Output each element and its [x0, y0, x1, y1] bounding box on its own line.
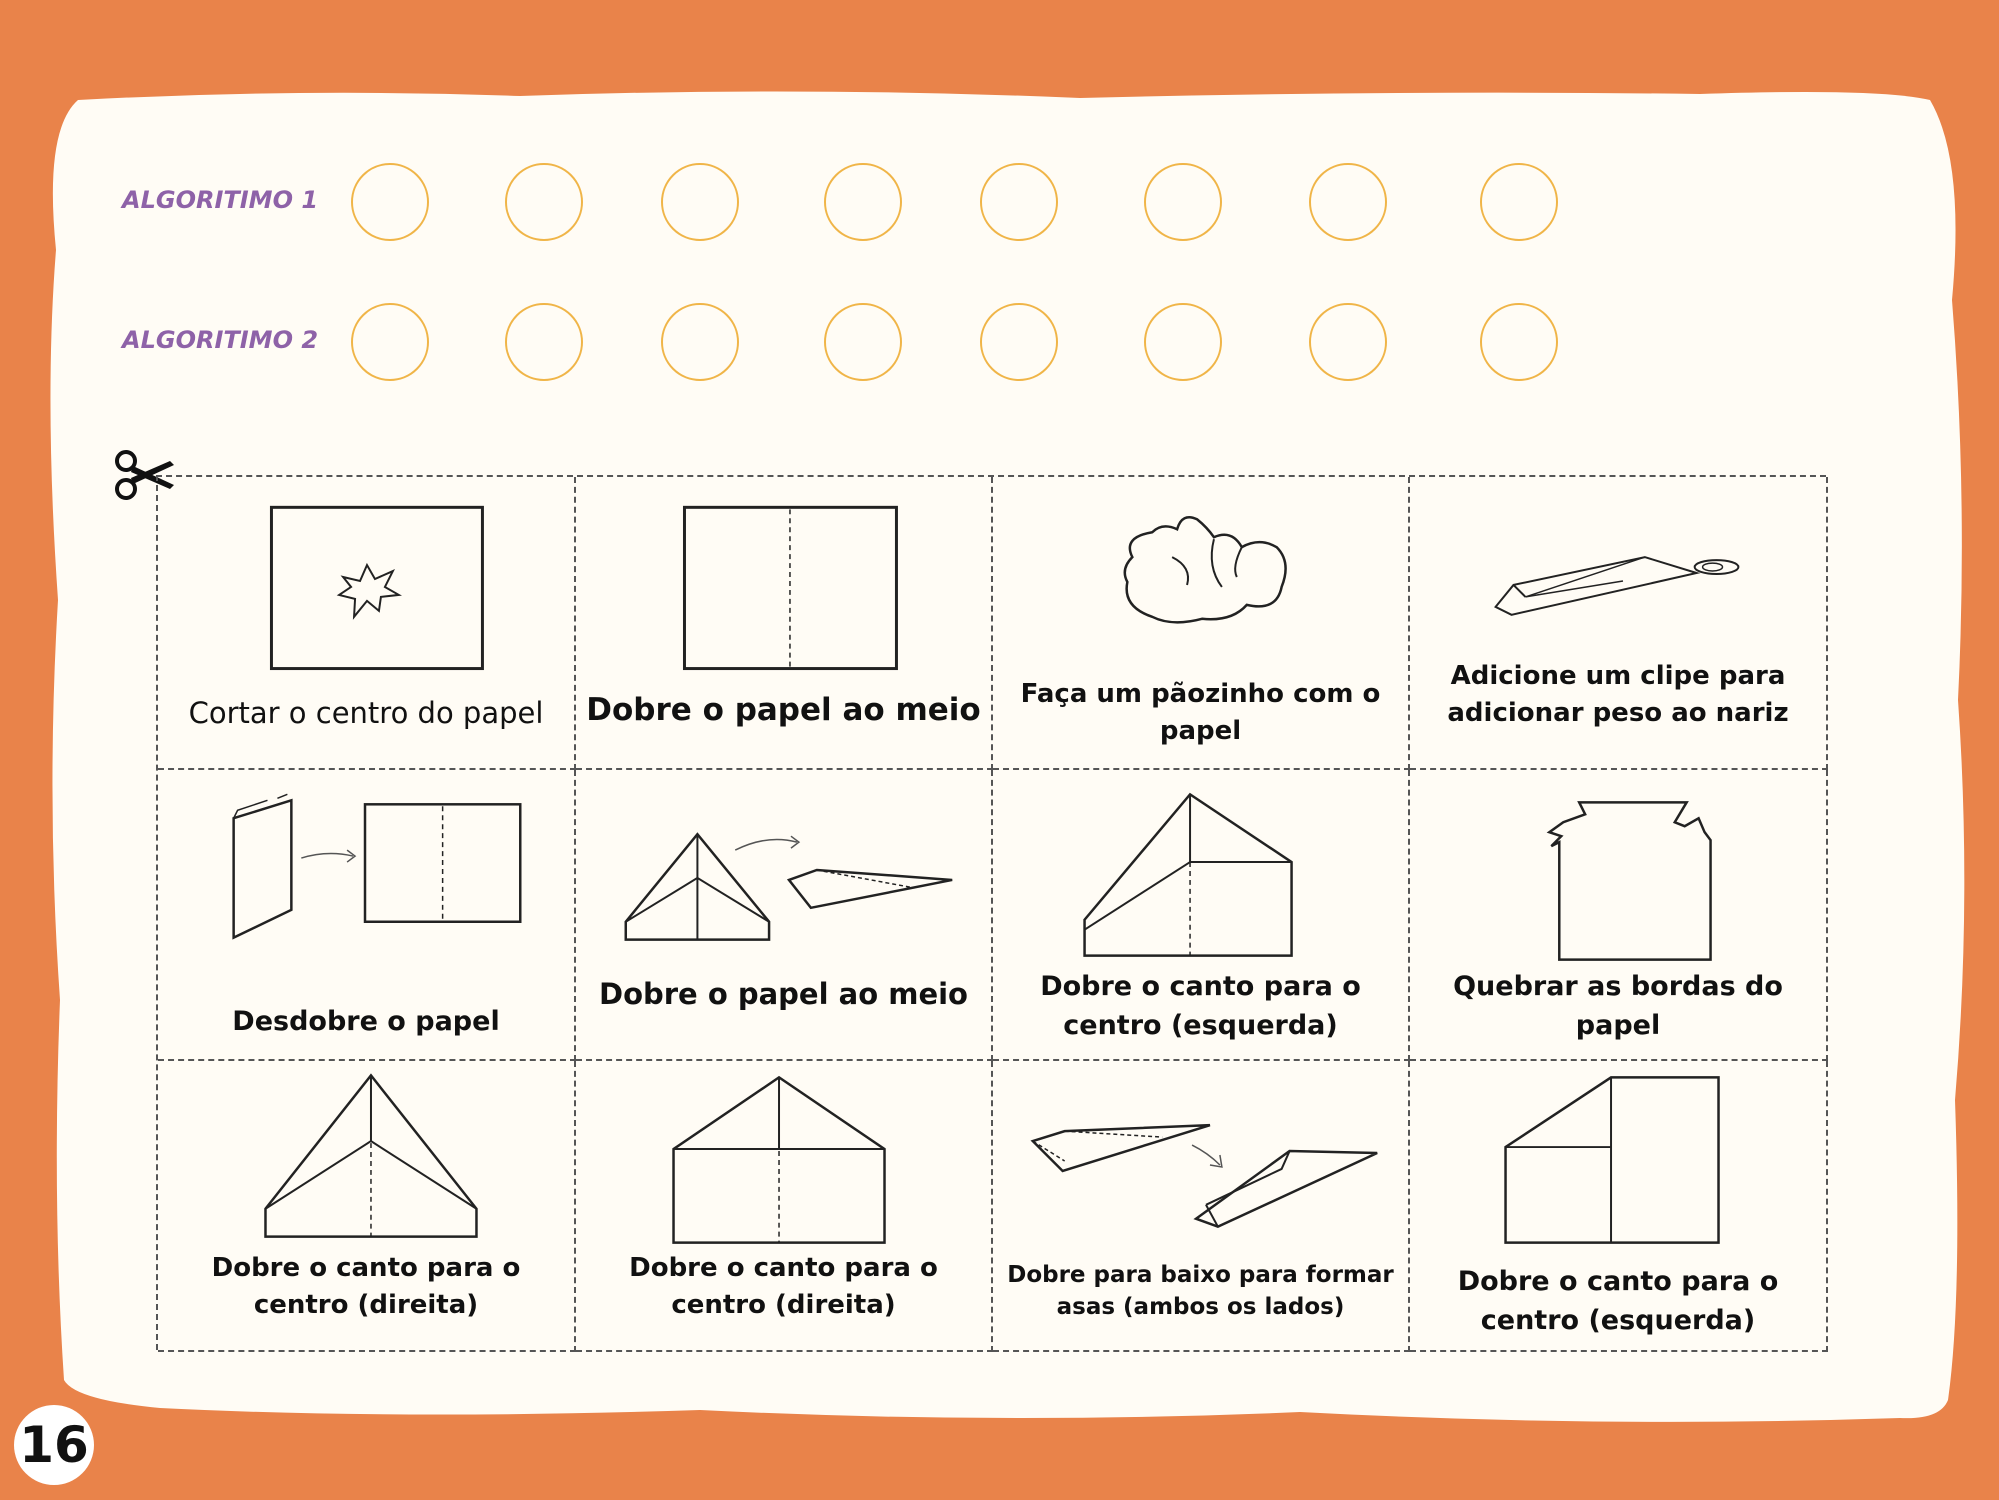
- algorithm-2-slot-2[interactable]: [505, 303, 583, 381]
- algorithm-1-slot-5[interactable]: [980, 163, 1058, 241]
- fold-wings-icon: [993, 1061, 1408, 1261]
- card-add-clip[interactable]: [1410, 477, 1828, 770]
- paper-folded-half-icon: [576, 477, 991, 677]
- card-fold-left-corner[interactable]: [993, 770, 1410, 1061]
- algorithm-2-slot-3[interactable]: [661, 303, 739, 381]
- card-caption: Adicione um clipe para adicionar peso ao nariz: [1447, 661, 1789, 729]
- algorithm-2-slot-6[interactable]: [1144, 303, 1222, 381]
- torn-edges-paper-icon: [1410, 770, 1826, 970]
- algorithm-1-slot-1[interactable]: [351, 163, 429, 241]
- card-crumple[interactable]: [993, 477, 1410, 770]
- card-fold-wings[interactable]: [993, 1061, 1410, 1352]
- card-caption: Dobre o papel ao meio: [586, 691, 981, 728]
- crumpled-paper-ball-icon: [993, 477, 1408, 677]
- unfold-paper-icon: [158, 770, 574, 970]
- card-fold-half[interactable]: [576, 477, 993, 770]
- card-caption: Dobre para baixo para formar asas (ambos os lados): [1007, 1261, 1394, 1321]
- card-caption: Faça um pãozinho com o papel: [1020, 679, 1381, 747]
- algorithm-2-slot-1[interactable]: [351, 303, 429, 381]
- card-unfold[interactable]: [158, 770, 576, 1061]
- algorithm-1-slot-7[interactable]: [1309, 163, 1387, 241]
- algorithm-1-slot-2[interactable]: [505, 163, 583, 241]
- card-caption: Dobre o canto para o centro (esquerda): [1040, 971, 1361, 1041]
- fold-top-corners-icon: [576, 1061, 991, 1261]
- card-caption: Cortar o centro do papel: [188, 695, 544, 730]
- card-fold-top-corners[interactable]: [576, 1061, 993, 1352]
- algorithm-1-slot-3[interactable]: [661, 163, 739, 241]
- fold-plane-in-half-icon: [576, 770, 991, 970]
- fold-left-corner-icon: [993, 770, 1408, 970]
- algorithm-2-slot-8[interactable]: [1480, 303, 1558, 381]
- page-number: 16: [14, 1405, 94, 1485]
- card-fold-both-corners[interactable]: [158, 1061, 576, 1352]
- algorithm-2-slot-4[interactable]: [824, 303, 902, 381]
- algorithm-1-slot-6[interactable]: [1144, 163, 1222, 241]
- card-caption: Desdobre o papel: [232, 1005, 500, 1037]
- algorithm-1-slot-8[interactable]: [1480, 163, 1558, 241]
- instruction-cards-grid: [156, 475, 1826, 1350]
- algorithm-2-row: [0, 298, 1999, 388]
- fold-both-corners-icon: [158, 1061, 574, 1261]
- card-caption: Dobre o canto para o centro (direita): [629, 1253, 938, 1321]
- algorithm-2-label: ALGORITIMO 2: [122, 326, 319, 354]
- plane-with-clip-icon: [1410, 477, 1826, 677]
- algorithm-1-label: ALGORITIMO 1: [122, 186, 319, 214]
- card-cut-center[interactable]: [158, 477, 576, 770]
- algorithm-2-slot-5[interactable]: [980, 303, 1058, 381]
- fold-right-corner-icon: [1410, 1061, 1826, 1261]
- algorithm-1-row: [0, 158, 1999, 248]
- paper-with-cut-center-icon: [158, 477, 574, 677]
- algorithm-1-slot-4[interactable]: [824, 163, 902, 241]
- card-caption: Quebrar as bordas do papel: [1453, 971, 1783, 1041]
- card-caption: Dobre o canto para o centro (direita): [211, 1253, 521, 1321]
- algorithm-2-slot-7[interactable]: [1309, 303, 1387, 381]
- card-caption: Dobre o canto para o centro (esquerda): [1457, 1266, 1779, 1336]
- card-torn-edges[interactable]: [1410, 770, 1828, 1061]
- card-caption: Dobre o papel ao meio: [599, 976, 968, 1011]
- card-fold-plane-half[interactable]: [576, 770, 993, 1061]
- card-fold-right-corner[interactable]: [1410, 1061, 1828, 1352]
